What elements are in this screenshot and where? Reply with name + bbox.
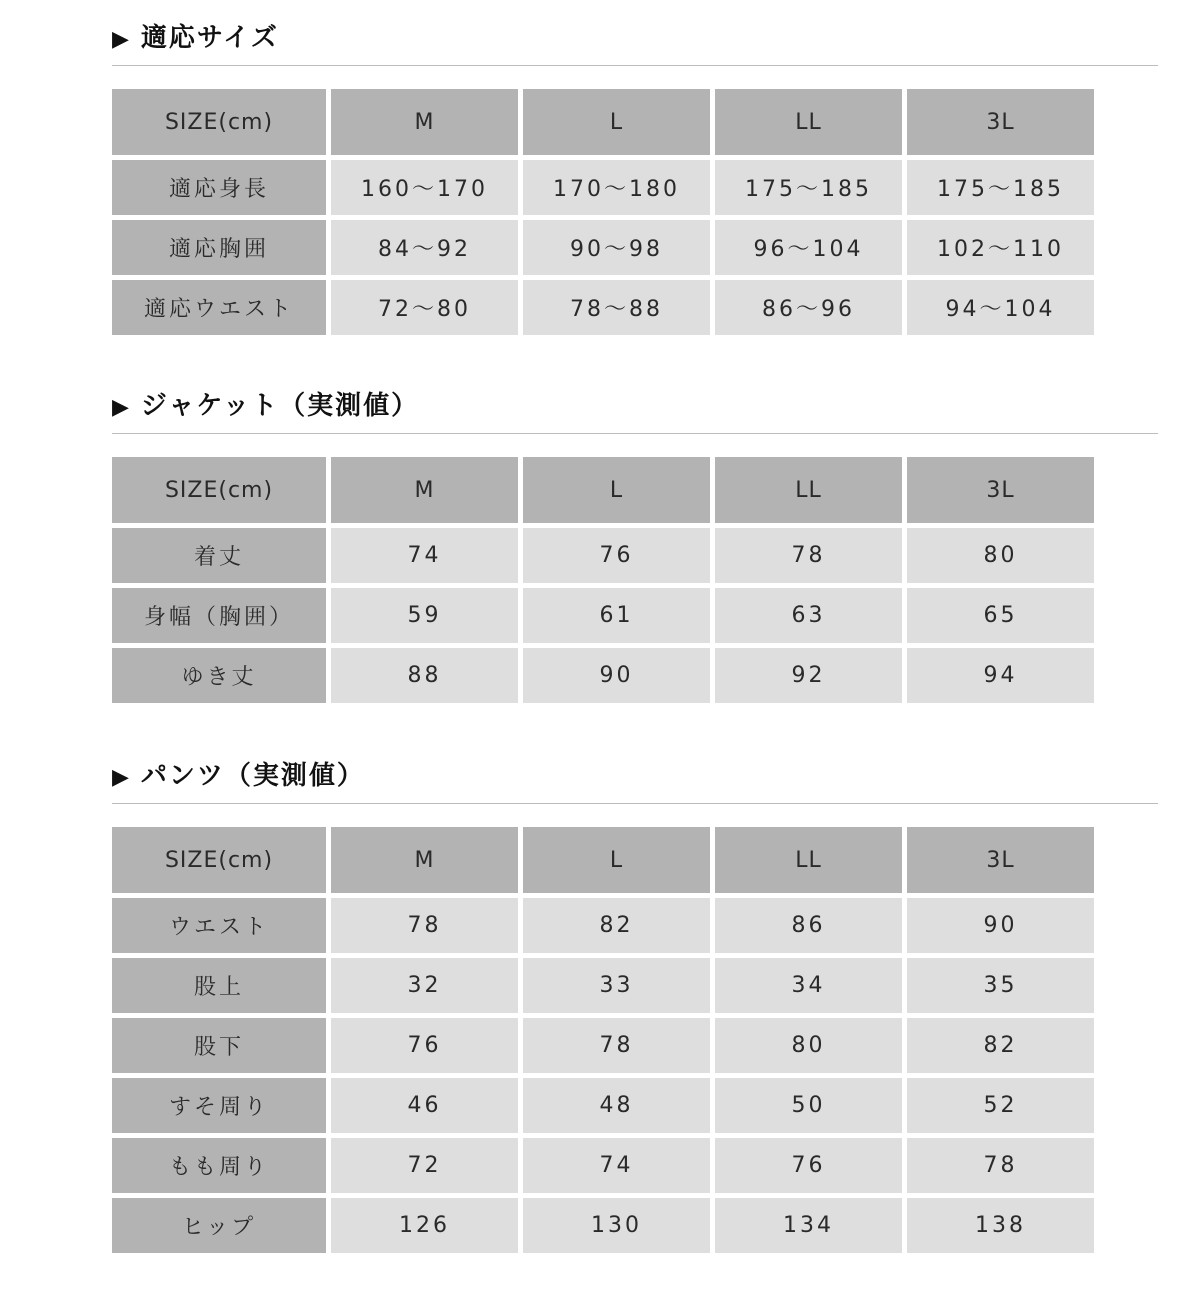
- table-cell: 48: [523, 1078, 710, 1133]
- header-size-l: L: [523, 827, 710, 893]
- table-cell: 88: [331, 648, 518, 703]
- table-cell: 63: [715, 588, 902, 643]
- table-cell: 94: [907, 648, 1094, 703]
- table-cell: 46: [331, 1078, 518, 1133]
- table-cell: 72〜80: [331, 280, 518, 335]
- triangle-right-icon: ▶: [112, 395, 131, 420]
- table-cell: 52: [907, 1078, 1094, 1133]
- table-cell: 96〜104: [715, 220, 902, 275]
- table-cell: 74: [331, 528, 518, 583]
- row-label: 股下: [112, 1018, 326, 1073]
- header-size-ll: LL: [715, 827, 902, 893]
- section-title: ▶ 適応サイズ: [112, 18, 279, 60]
- header-size-label: SIZE(cm): [112, 89, 326, 155]
- header-size-label: SIZE(cm): [112, 457, 326, 523]
- header-size-3l: 3L: [907, 457, 1094, 523]
- table-cell: 90〜98: [523, 220, 710, 275]
- section-title: ▶ パンツ（実測値）: [112, 756, 365, 798]
- divider: [112, 433, 1158, 434]
- table-cell: 78〜88: [523, 280, 710, 335]
- table-cell: 175〜185: [715, 160, 902, 215]
- header-size-m: M: [331, 827, 518, 893]
- header-size-l: L: [523, 457, 710, 523]
- table-cell: 33: [523, 958, 710, 1013]
- row-label: ゆき丈: [112, 648, 326, 703]
- table-cell: 50: [715, 1078, 902, 1133]
- table-cell: 102〜110: [907, 220, 1094, 275]
- row-label: ヒップ: [112, 1198, 326, 1253]
- divider: [112, 65, 1158, 66]
- table-cell: 82: [523, 898, 710, 953]
- table-cell: 78: [907, 1138, 1094, 1193]
- table-cell: 82: [907, 1018, 1094, 1073]
- table-cell: 86: [715, 898, 902, 953]
- size-table: [112, 457, 1094, 703]
- header-size-m: M: [331, 457, 518, 523]
- table-cell: 59: [331, 588, 518, 643]
- triangle-right-icon: ▶: [112, 765, 131, 790]
- table-cell: 126: [331, 1198, 518, 1253]
- divider: [112, 803, 1158, 804]
- row-label: ウエスト: [112, 898, 326, 953]
- table-cell: 65: [907, 588, 1094, 643]
- size-table: [112, 827, 1094, 1253]
- table-cell: 138: [907, 1198, 1094, 1253]
- row-label: すそ周り: [112, 1078, 326, 1133]
- header-size-ll: LL: [715, 89, 902, 155]
- row-label: 適応胸囲: [112, 220, 326, 275]
- triangle-right-icon: ▶: [112, 27, 131, 52]
- table-cell: 90: [523, 648, 710, 703]
- table-cell: 86〜96: [715, 280, 902, 335]
- table-cell: 78: [523, 1018, 710, 1073]
- header-size-3l: 3L: [907, 89, 1094, 155]
- section-title: ▶ ジャケット（実測値）: [112, 386, 419, 428]
- table-cell: 61: [523, 588, 710, 643]
- table-cell: 76: [523, 528, 710, 583]
- table-cell: 78: [331, 898, 518, 953]
- table-cell: 80: [715, 1018, 902, 1073]
- table-cell: 94〜104: [907, 280, 1094, 335]
- table-cell: 76: [715, 1138, 902, 1193]
- table-cell: 80: [907, 528, 1094, 583]
- table-cell: 84〜92: [331, 220, 518, 275]
- table-cell: 175〜185: [907, 160, 1094, 215]
- row-label: 身幅（胸囲）: [112, 588, 326, 643]
- table-cell: 92: [715, 648, 902, 703]
- header-size-3l: 3L: [907, 827, 1094, 893]
- row-label: 股上: [112, 958, 326, 1013]
- table-cell: 35: [907, 958, 1094, 1013]
- header-size-ll: LL: [715, 457, 902, 523]
- row-label: 適応ウエスト: [112, 280, 326, 335]
- header-size-label: SIZE(cm): [112, 827, 326, 893]
- table-cell: 90: [907, 898, 1094, 953]
- table-cell: 74: [523, 1138, 710, 1193]
- header-size-m: M: [331, 89, 518, 155]
- table-cell: 32: [331, 958, 518, 1013]
- row-label: 適応身長: [112, 160, 326, 215]
- table-cell: 34: [715, 958, 902, 1013]
- table-cell: 160〜170: [331, 160, 518, 215]
- header-size-l: L: [523, 89, 710, 155]
- table-cell: 76: [331, 1018, 518, 1073]
- table-cell: 78: [715, 528, 902, 583]
- row-label: もも周り: [112, 1138, 326, 1193]
- table-cell: 72: [331, 1138, 518, 1193]
- size-table: [112, 89, 1094, 335]
- table-cell: 134: [715, 1198, 902, 1253]
- table-cell: 170〜180: [523, 160, 710, 215]
- row-label: 着丈: [112, 528, 326, 583]
- table-cell: 130: [523, 1198, 710, 1253]
